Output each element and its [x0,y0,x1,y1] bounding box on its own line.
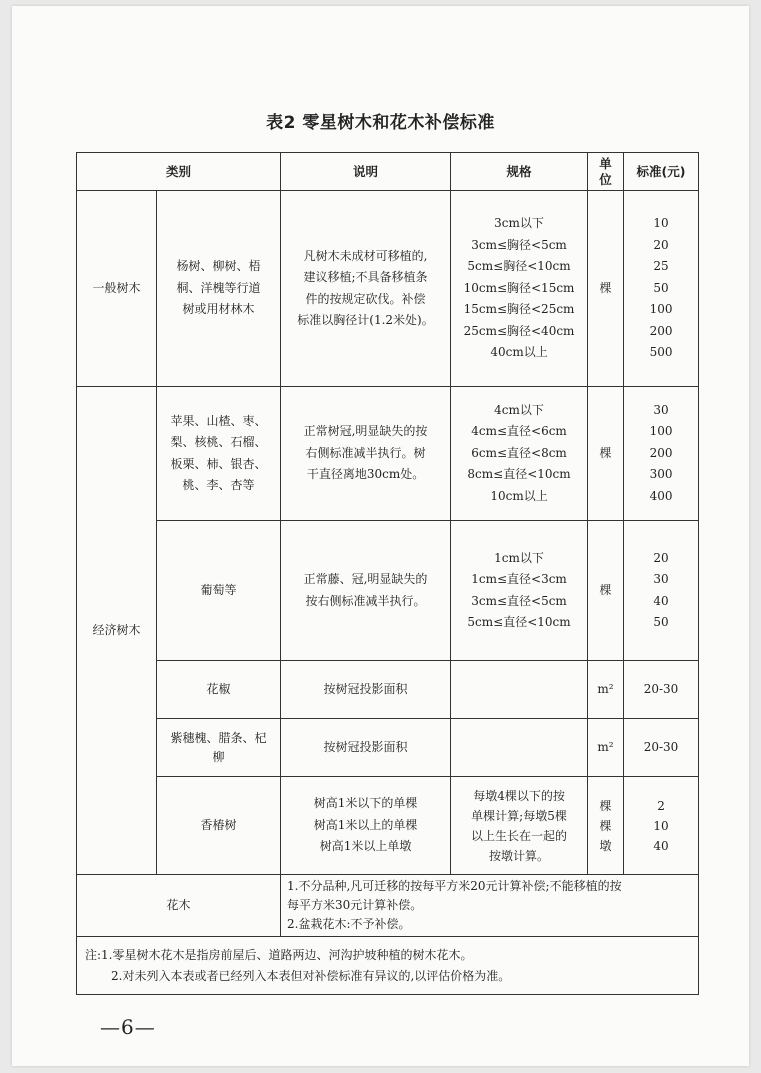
standard-cell: 20 30 40 50 [624,521,699,661]
note-line: 注:1.零星树木花木是指房前屋后、道路两边、河沟护坡种植的树木花木。 [85,947,473,962]
unit-cell: m² [588,661,624,719]
species-cell: 苹果、山楂、枣、 梨、核桃、石榴、 板栗、柿、银杏、 桃、李、杏等 [157,387,281,521]
header-standard: 标准(元) [624,153,699,191]
unit-cell: m² [588,719,624,777]
unit-cell: 棵 [588,191,624,387]
table-row [77,719,699,777]
table-row [77,191,699,387]
standard-cell: 2 10 40 [624,777,699,875]
description-cell: 正常树冠,明显缺失的按 右侧标准减半执行。树 干直径离地30cm处。 [281,387,451,521]
spec-cell: 每墩4棵以下的按 单棵计算;每墩5棵 以上生长在一起的 按墩计算。 [451,777,588,875]
species-cell: 紫穗槐、腊条、杞 柳 [157,719,281,777]
standard-cell: 10 20 25 50 100 200 500 [624,191,699,387]
header-description: 说明 [281,153,451,191]
spec-cell: 4cm以下 4cm≤直径<6cm 6cm≤直径<8cm 8cm≤直径<10cm 10cm以上 [451,387,588,521]
table-row [77,521,699,661]
flowers-line: 2.盆栽花木:不予补偿。 [287,917,411,931]
table-row [77,387,699,521]
header-unit: 单 位 [588,153,624,191]
header-category: 类别 [77,153,281,191]
group-general: 一般树木 [77,191,157,387]
notes-cell [77,937,699,995]
table-title: 表2 零星树木和花木补偿标准 [266,113,495,133]
spec-cell: 1cm以下 1cm≤直径<3cm 3cm≤直径<5cm 5cm≤直径<10cm [451,521,588,661]
species-cell: 香椿树 [157,777,281,875]
page-number: —6— [100,1015,156,1039]
table-row [77,777,699,875]
unit-cell: 棵 [588,387,624,521]
table-row [77,875,699,937]
group-flowers: 花木 [77,875,281,937]
spec-cell: 3cm以下 3cm≤胸径<5cm 5cm≤胸径<10cm 10cm≤胸径<15cm 15cm≤胸径<25cm 25cm≤胸径<40cm 40cm以上 [451,191,588,387]
description-cell: 按树冠投影面积 [281,719,451,777]
unit-cell: 棵 [588,521,624,661]
standard-cell: 30 100 200 300 400 [624,387,699,521]
description-cell: 凡树木未成材可移植的, 建议移植;不具备移植条 件的按规定砍伐。补偿 标准以胸径计(1.2米处)。 [281,191,451,387]
flowers-line: 1.不分品种,凡可迁移的按每平方米20元计算补偿;不能移植的按 [287,879,622,893]
flowers-description [281,875,699,937]
header-spec: 规格 [451,153,588,191]
spec-cell [451,719,588,777]
species-cell: 杨树、柳树、梧 桐、洋槐等行道 树或用材林木 [157,191,281,387]
species-cell: 花椒 [157,661,281,719]
description-cell: 按树冠投影面积 [281,661,451,719]
standard-cell: 20-30 [624,719,699,777]
description-cell: 正常藤、冠,明显缺失的 按右侧标准减半执行。 [281,521,451,661]
flowers-line: 每平方米30元计算补偿。 [287,898,423,912]
species-cell: 葡萄等 [157,521,281,661]
compensation-table [76,152,699,995]
notes-row [77,937,699,995]
note-line: 2.对未列入本表或者已经列入本表但对补偿标准有异议的,以评估价格为准。 [111,968,511,983]
description-cell: 树高1米以下的单棵 树高1米以上的单棵 树高1米以上单墩 [281,777,451,875]
unit-cell: 棵 棵 墩 [588,777,624,875]
spec-cell [451,661,588,719]
header-row [77,153,699,191]
standard-cell: 20-30 [624,661,699,719]
group-economic: 经济树木 [77,387,157,875]
document-page [12,6,749,1066]
table-row [77,661,699,719]
